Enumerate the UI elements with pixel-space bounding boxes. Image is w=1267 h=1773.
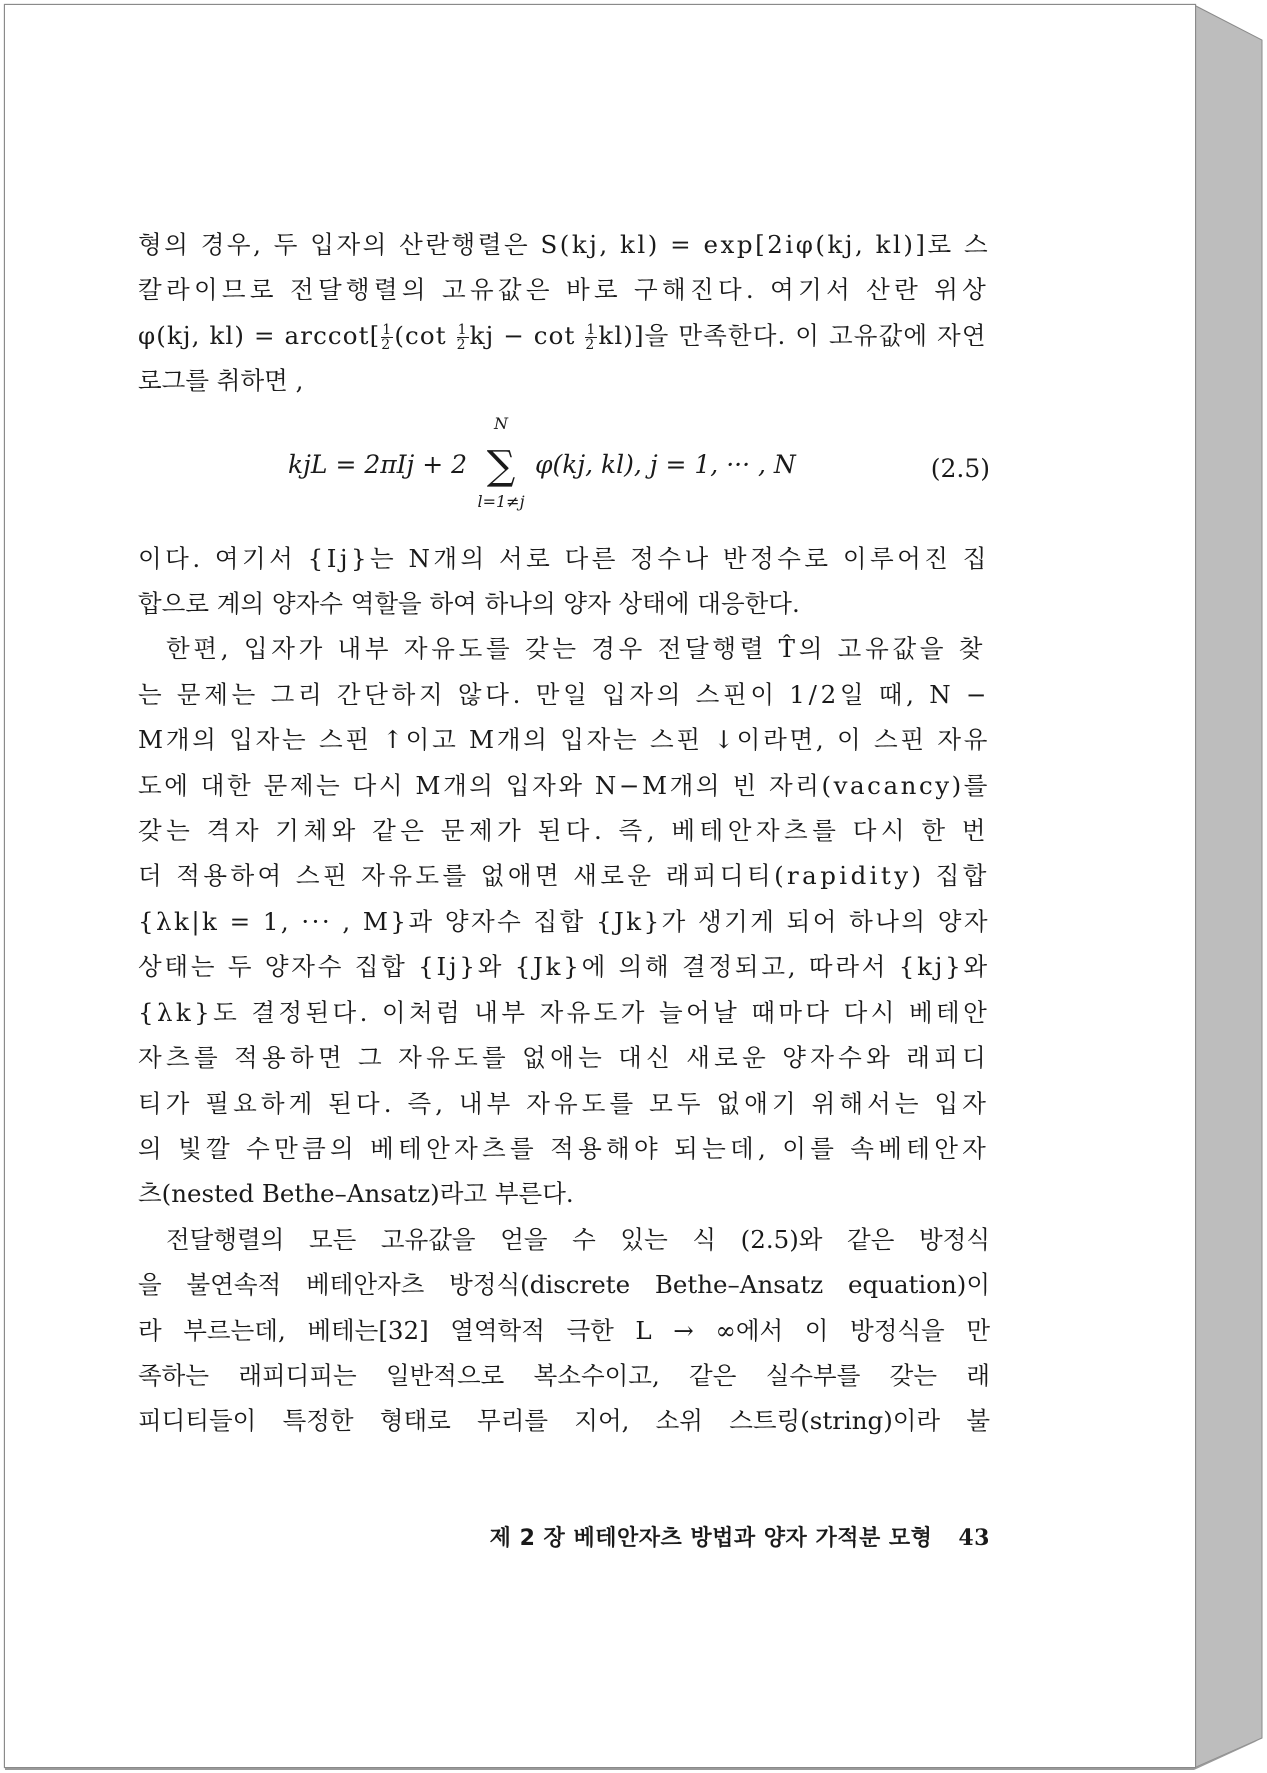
text-line: 한편, 입자가 내부 자유도를 갖는 경우 전달행렬 T̂의 고유값을 찾 [166,634,987,664]
paragraph-2 [138,536,990,627]
paragraph-3 [138,626,990,1216]
text-line: {λk}도 결정된다. 이처럼 내부 자유도가 늘어날 때마다 다시 베테안 [138,997,991,1027]
text-line: 이다. 여기서 {Ij}는 N개의 서로 다른 정수나 반정수로 이루어진 집 [138,543,990,573]
text-line: 더 적용하여 스핀 자유도를 없애면 새로운 래피디티(rapidity) 집합 [138,861,990,891]
text-line: 전달행렬의 모든 고유값을 얻을 수 있는 식 (2.5)와 같은 방정식 [166,1224,990,1254]
math-text: kl)]을 만족한다. 이 고유값에 자연 [598,320,987,350]
text-line [138,313,990,358]
summation-upper-limit: N [494,414,509,434]
math-text: (cot [394,320,456,350]
text-line: M개의 입자는 스핀 ↑이고 M개의 입자는 스핀 ↓이라면, 이 스핀 자유 [138,725,991,755]
page-footer [440,1521,990,1552]
text-line: 의 빛깔 수만큼의 베테안자츠를 적용해야 되는데, 이를 속베테안자 [138,1133,991,1163]
equation-2-5 [138,412,990,530]
text-line: 츠(nested Bethe–Ansatz)라고 부른다. [138,1179,574,1209]
math-phi-definition: φ(kj, kl) = arccot[ [138,320,381,350]
page-body [138,222,990,1444]
text-line: 상태는 두 양자수 집합 {Ij}와 {Jk}에 의해 결정되고, 따라서 {kj}와 [138,952,990,982]
text-line: 티가 필요하게 된다. 즉, 내부 자유도를 모두 없애기 위해서는 입자 [138,1088,990,1118]
equation-rhs: φ(kj, kl), j = 1, ··· , N [534,449,796,479]
text-line: 족하는 래피디피는 일반적으로 복소수이고, 같은 실수부를 갖는 래 [138,1360,990,1390]
text-line: 자츠를 적용하면 그 자유도를 없애는 대신 새로운 양자수와 래피디 [138,1043,991,1073]
page-number: 43 [958,1525,990,1551]
text-line: 로그를 취하면 , [138,366,304,396]
summation-lower-limit: l=1≠j [477,492,525,512]
text-line: 형의 경우, 두 입자의 산란행렬은 S(kj, kl) = exp[2iφ(kj, kl)]로 스 [138,230,991,259]
running-header-chapter: 제 2 장 베테안자츠 방법과 양자 가적분 모형 [489,1526,933,1551]
equation-lhs: kjL = 2πIj + 2 [288,449,468,479]
text-line: 도에 대한 문제는 다시 M개의 입자와 N−M개의 빈 자리(vacancy)를 [138,770,990,800]
math-text: kj − cot [469,320,585,350]
text-line: 라 부르는데, 베테는[32] 열역학적 극한 L → ∞에서 이 방정식을 만 [138,1315,990,1345]
summation-symbol [477,414,525,512]
text-line: 갖는 격자 기체와 같은 문제가 된다. 즉, 베테안자츠를 다시 한 번 [138,816,990,846]
paragraph-4 [138,1217,990,1444]
text-line: 합으로 계의 양자수 역할을 하여 하나의 양자 상태에 대응한다. [138,589,800,619]
text-line: 칼라이므로 전달행렬의 고유값은 바로 구해진다. 여기서 산란 위상 [138,275,991,305]
fraction-half: $\frac{1}{2}$ [381,321,393,353]
paragraph-1 [138,222,990,404]
text-line: 는 문제는 그리 간단하지 않다. 만일 입자의 스핀이 1/2일 때, N − [138,679,991,709]
text-line: {λk|k = 1, ··· , M}과 양자수 집합 {Jk}가 생기게 되어 하나의 양자 [138,906,991,936]
text-line: 을 불연속적 베테안자츠 방정식(discrete Bethe–Ansatz equation)이 [138,1270,990,1300]
equation-number: (2.5) [930,453,990,483]
fraction-half: $\frac{1}{2}$ [456,321,468,353]
text-line: 피디티들이 특정한 형태로 무리를 지어, 소위 스트링(string)이라 불 [138,1406,990,1436]
sigma-glyph: ∑ [486,443,516,490]
equation-body [288,414,796,512]
fraction-half: $\frac{1}{2}$ [585,321,597,353]
